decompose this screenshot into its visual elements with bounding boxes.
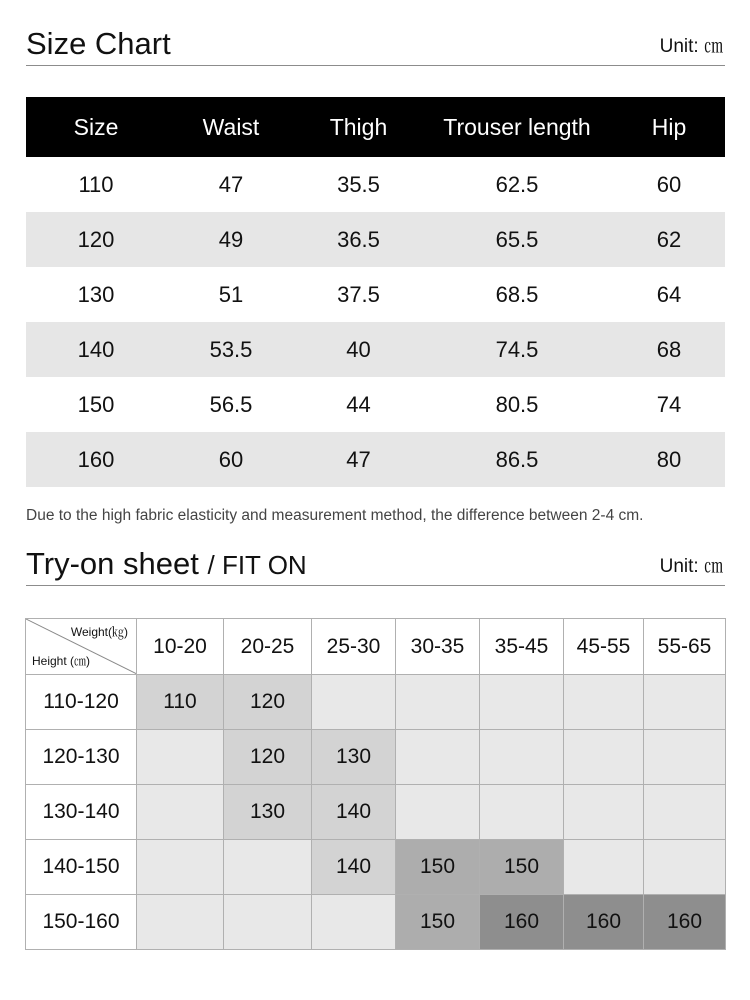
corner-height-label: Height (㎝) <box>32 654 91 668</box>
size-chart-cell: 47 <box>218 171 244 197</box>
recommended-size-cell: 150 <box>480 840 564 895</box>
size-chart-cell: 44 <box>346 391 371 417</box>
size-chart-header-row <box>26 97 725 157</box>
size-chart-cell: 47 <box>296 432 421 487</box>
size-chart-row <box>26 157 725 212</box>
fit-sheet-row <box>26 895 726 950</box>
empty-fit-cell <box>644 730 726 785</box>
empty-fit-cell <box>564 675 644 730</box>
size-chart-table <box>26 97 725 487</box>
recommended-size-cell: 140 <box>312 840 396 895</box>
empty-fit-cell <box>396 675 480 730</box>
size-chart-cell: 86.5 <box>421 432 613 487</box>
size-chart-cell: 110 <box>78 171 114 197</box>
empty-fit-cell <box>644 840 726 895</box>
empty-fit-cell <box>564 730 644 785</box>
size-chart-header <box>26 20 725 66</box>
height-row-header: 130-140 <box>26 785 137 840</box>
fit-sheet-title-main: Try-on sheet <box>26 546 199 581</box>
size-chart-cell: 130 <box>77 281 115 307</box>
empty-fit-cell <box>396 785 480 840</box>
recommended-size-cell: 110 <box>137 675 224 730</box>
size-chart-row <box>26 432 725 487</box>
height-row-header: 110-120 <box>26 675 137 730</box>
recommended-size-cell: 150 <box>396 840 480 895</box>
recommended-size-cell: 120 <box>224 675 312 730</box>
fit-sheet-table <box>25 618 726 950</box>
weight-column-header: 45-55 <box>564 619 644 675</box>
height-row-header: 120-130 <box>26 730 137 785</box>
size-chart-cell: 80 <box>613 432 725 487</box>
size-chart-column-header: Thigh <box>296 97 421 157</box>
size-chart-column-header: Hip <box>613 97 725 157</box>
fit-sheet-body <box>26 675 726 950</box>
recommended-size-cell: 130 <box>224 785 312 840</box>
weight-column-header: 20-25 <box>224 619 312 675</box>
size-chart-cell: 36.5 <box>296 212 421 267</box>
empty-fit-cell <box>224 840 312 895</box>
fit-sheet-header <box>26 540 725 586</box>
size-chart-cell: 120 <box>26 212 166 267</box>
fit-sheet-header-row <box>26 619 726 675</box>
empty-fit-cell <box>480 675 564 730</box>
empty-fit-cell <box>480 785 564 840</box>
recommended-size-cell: 120 <box>224 730 312 785</box>
empty-fit-cell <box>564 785 644 840</box>
empty-fit-cell <box>564 840 644 895</box>
empty-fit-cell <box>480 730 564 785</box>
height-row-header: 140-150 <box>26 840 137 895</box>
size-chart-cell: 65.5 <box>421 212 613 267</box>
recommended-size-cell: 140 <box>312 785 396 840</box>
size-chart-cell: 53.5 <box>166 322 296 377</box>
empty-fit-cell <box>644 785 726 840</box>
recommended-size-cell: 160 <box>564 895 644 950</box>
weight-height-corner-cell <box>26 619 137 675</box>
corner-weight-label: Weight(㎏) <box>70 625 128 639</box>
weight-column-header: 35-45 <box>480 619 564 675</box>
fit-sheet-title <box>26 548 307 579</box>
fit-sheet-row <box>26 785 726 840</box>
size-chart-cell: 160 <box>26 432 166 487</box>
size-chart-cell: 80.5 <box>495 391 539 417</box>
size-chart-row <box>26 212 725 267</box>
height-row-header: 150-160 <box>26 895 137 950</box>
size-chart-cell: 60 <box>166 432 296 487</box>
fit-sheet-row <box>26 675 726 730</box>
empty-fit-cell <box>312 895 396 950</box>
size-chart-column-header: Waist <box>166 97 296 157</box>
weight-column-header: 30-35 <box>396 619 480 675</box>
recommended-size-cell: 150 <box>396 895 480 950</box>
empty-fit-cell <box>137 840 224 895</box>
fit-sheet-subtitle: / FIT ON <box>207 550 307 580</box>
size-chart-cell: 62 <box>613 212 725 267</box>
recommended-size-cell: 130 <box>312 730 396 785</box>
weight-column-header: 10-20 <box>137 619 224 675</box>
empty-fit-cell <box>137 785 224 840</box>
fit-sheet-row <box>26 730 726 785</box>
size-chart-cell: 64 <box>656 281 682 307</box>
empty-fit-cell <box>396 730 480 785</box>
size-chart-row <box>26 267 725 322</box>
size-chart-cell: 74 <box>656 391 682 417</box>
size-chart-column-header: Size <box>26 97 166 157</box>
empty-fit-cell <box>137 730 224 785</box>
size-chart-row <box>26 322 725 377</box>
weight-column-header: 55-65 <box>644 619 726 675</box>
empty-fit-cell <box>644 675 726 730</box>
size-chart-cell: 74.5 <box>421 322 613 377</box>
size-chart-cell: 49 <box>166 212 296 267</box>
fit-sheet-row <box>26 840 726 895</box>
size-chart-cell: 62.5 <box>495 171 539 197</box>
empty-fit-cell <box>137 895 224 950</box>
size-chart-cell: 56.5 <box>209 391 253 417</box>
size-chart-cell: 60 <box>656 171 682 197</box>
size-chart-cell: 40 <box>296 322 421 377</box>
measurement-note: Due to the high fabric elasticity and measurement method, the difference between 2-4 cm. <box>26 507 644 524</box>
size-chart-cell: 68 <box>613 322 725 377</box>
recommended-size-cell: 160 <box>480 895 564 950</box>
size-chart-cell: 37.5 <box>337 281 380 307</box>
size-chart-column-header: Trouser length <box>421 97 613 157</box>
weight-column-header: 25-30 <box>312 619 396 675</box>
empty-fit-cell <box>312 675 396 730</box>
size-chart-cell: 35.5 <box>337 171 380 197</box>
size-chart-cell: 150 <box>77 391 115 417</box>
size-chart-cell: 51 <box>218 281 244 307</box>
size-chart-title: Size Chart <box>26 26 171 61</box>
recommended-size-cell: 160 <box>644 895 726 950</box>
size-chart-cell: 140 <box>26 322 166 377</box>
size-chart-cell: 68.5 <box>495 281 539 307</box>
size-chart-unit: Unit: ㎝ <box>659 36 723 57</box>
fit-sheet-unit: Unit: ㎝ <box>659 556 723 577</box>
size-chart-body <box>26 157 725 487</box>
size-chart-row <box>26 377 725 432</box>
empty-fit-cell <box>224 895 312 950</box>
